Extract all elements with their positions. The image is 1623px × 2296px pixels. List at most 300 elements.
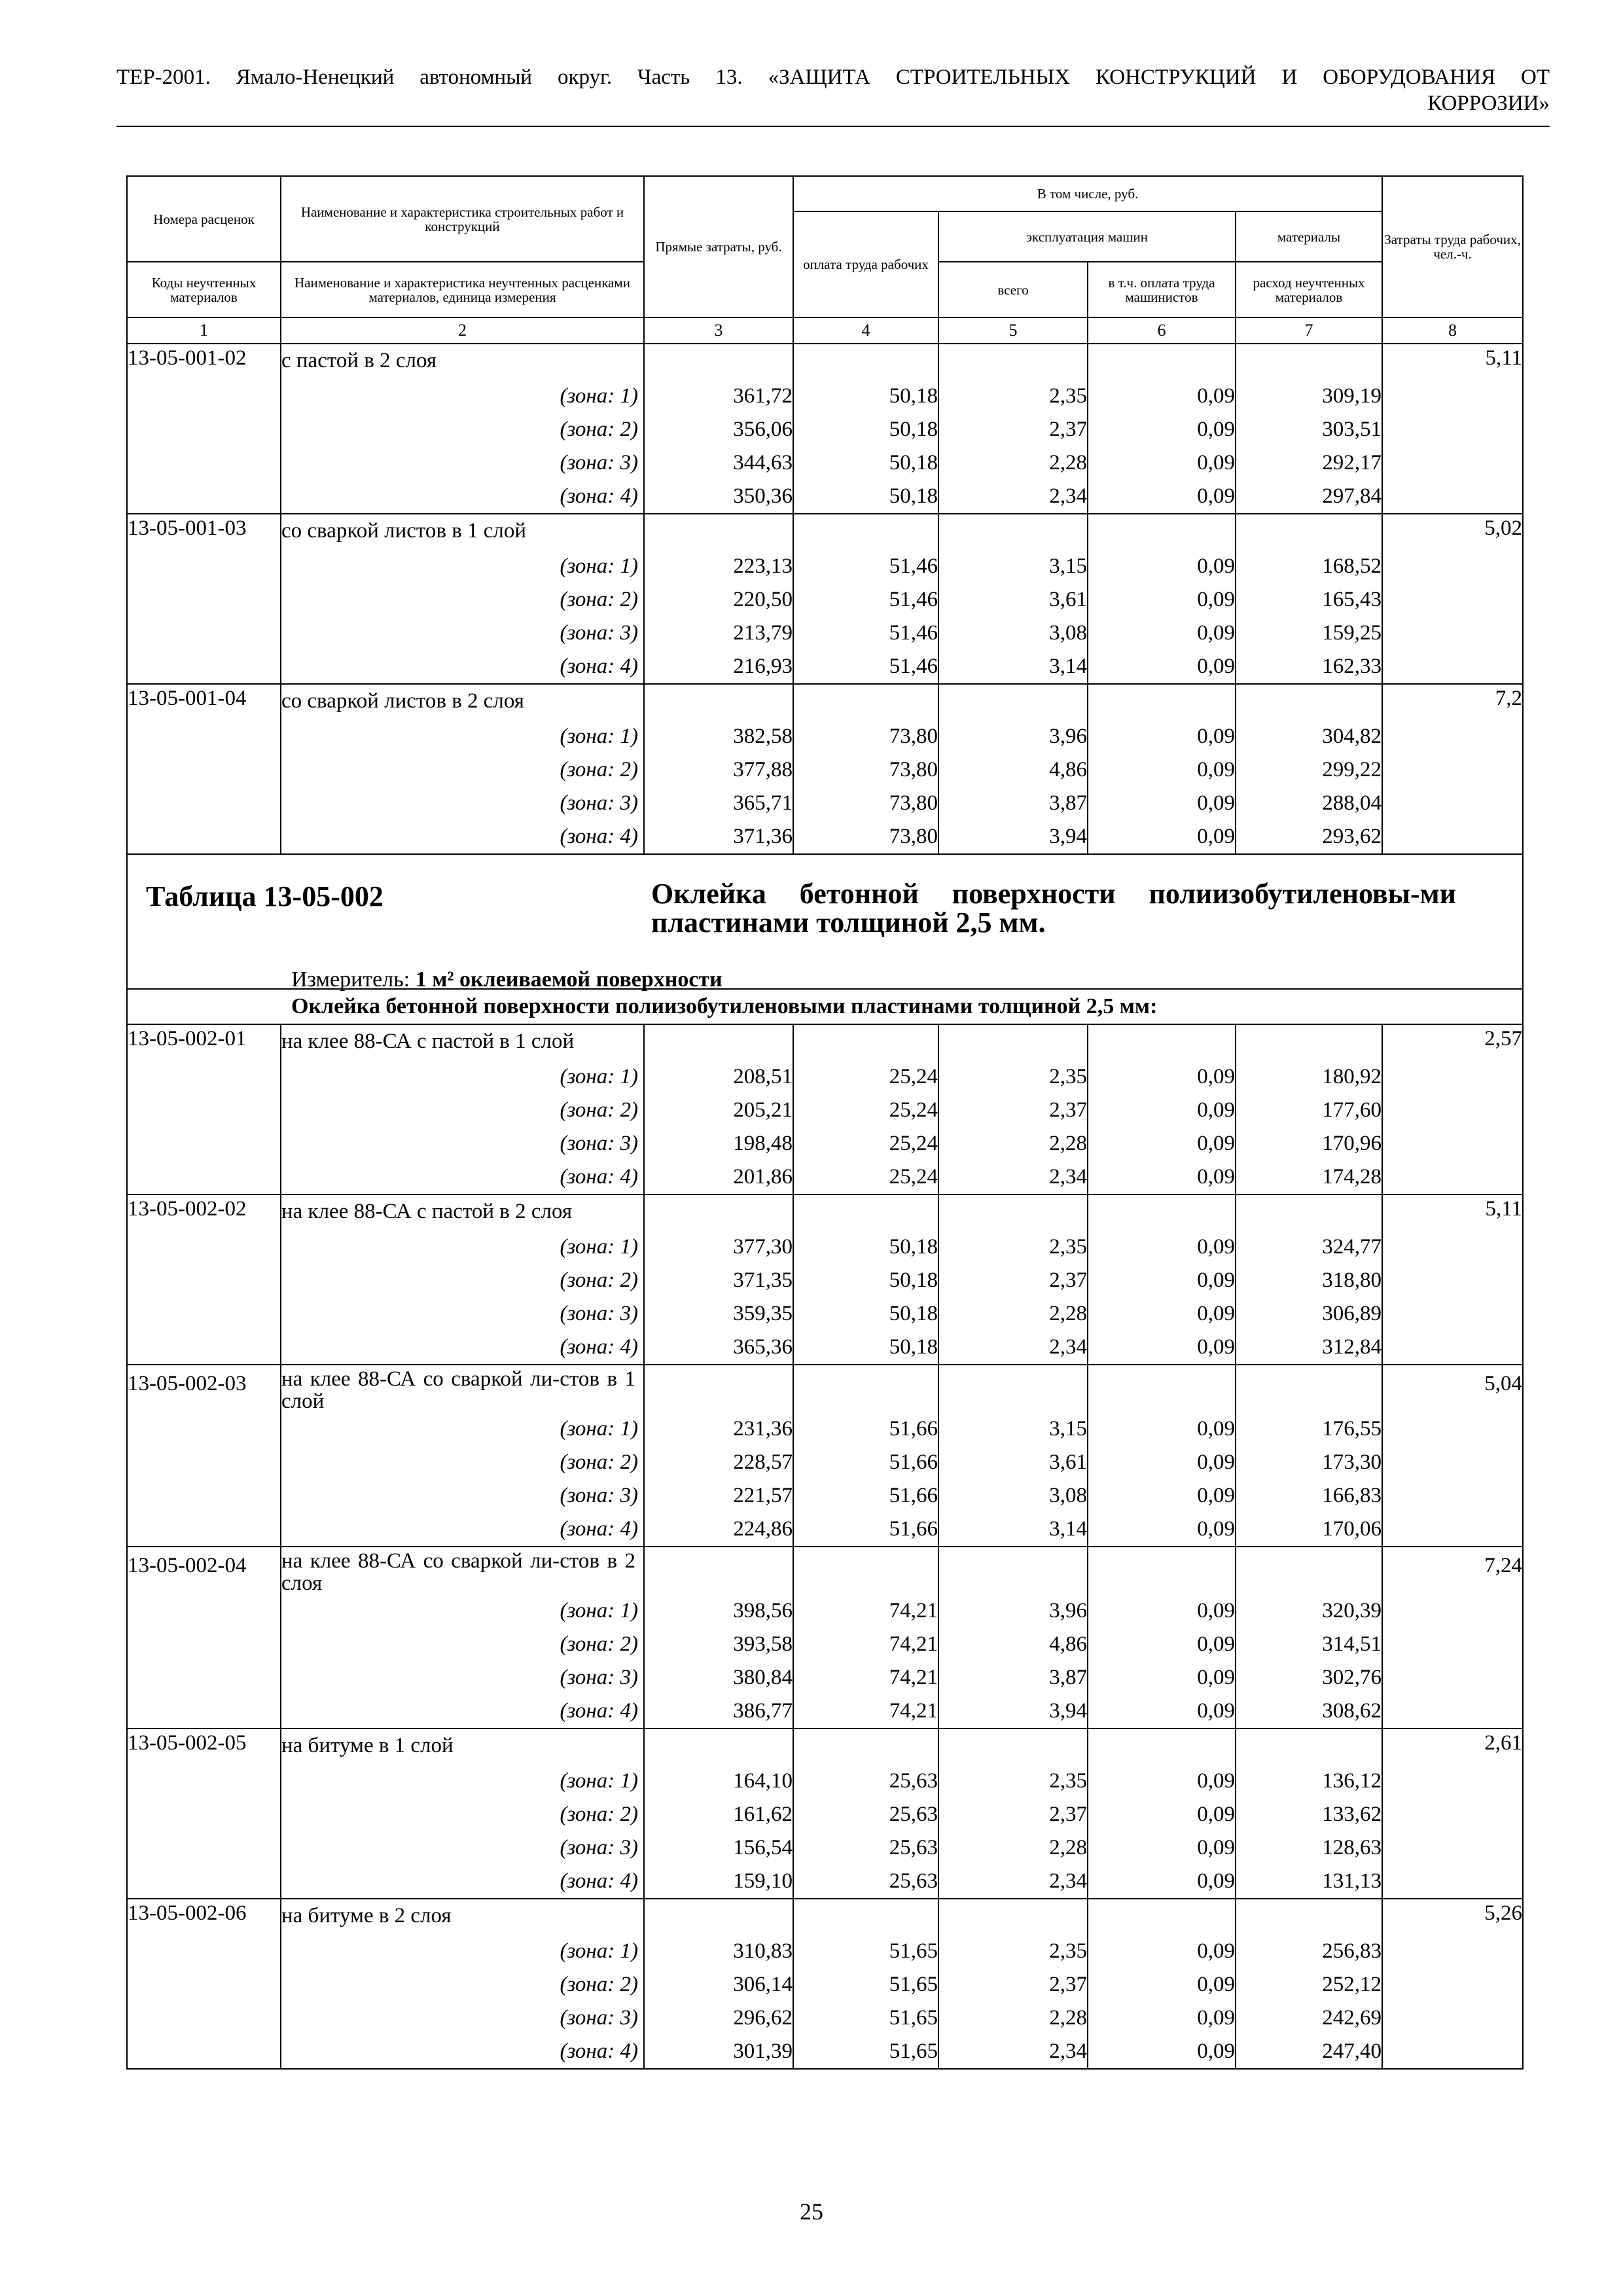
unit-prefix: Измеритель: [291, 967, 410, 992]
zone-row [127, 650, 1523, 684]
zone-label: (зона: 4) [281, 820, 644, 854]
zone-label: (зона: 4) [281, 1331, 644, 1365]
zone-row [127, 1935, 1523, 1968]
unit-value: 1 м² оклеиваемой поверхности [415, 967, 722, 992]
zone-label: (зона: 3) [281, 1297, 644, 1331]
code-empty [127, 1264, 281, 1297]
machines-total: 2,34 [938, 480, 1088, 514]
zone-label: (зона: 2) [281, 1628, 644, 1661]
table-13-05-001-body [127, 344, 1523, 854]
labor-empty [1382, 1513, 1523, 1547]
rate-code: 13-05-001-02 [127, 344, 281, 380]
machinist-wages: 0,09 [1088, 617, 1236, 650]
machines-total: 3,15 [938, 550, 1088, 583]
materials-cost: 166,83 [1236, 1479, 1382, 1513]
materials-cost: 133,62 [1236, 1798, 1382, 1831]
direct-cost: 220,50 [644, 583, 793, 617]
machinist-wages: 0,09 [1088, 787, 1236, 820]
machines-total: 3,87 [938, 787, 1088, 820]
materials-cost: 318,80 [1236, 1264, 1382, 1297]
col1-top-header: Номера расценок [127, 176, 281, 262]
worker-wages: 50,18 [793, 480, 938, 514]
machinist-wages: 0,09 [1088, 820, 1236, 854]
zone-label: (зона: 3) [281, 1831, 644, 1865]
zone-row [127, 1446, 1523, 1479]
machines-total-empty [938, 1024, 1088, 1060]
zone-label: (зона: 2) [281, 1264, 644, 1297]
worker-wages: 25,24 [793, 1094, 938, 1127]
worker-wages: 25,63 [793, 1865, 938, 1899]
zone-row [127, 1264, 1523, 1297]
machinist-wages: 0,09 [1088, 1479, 1236, 1513]
direct-cost-empty [644, 1194, 793, 1230]
zone-label: (зона: 4) [281, 1865, 644, 1899]
code-empty [127, 2035, 281, 2069]
code-empty [127, 820, 281, 854]
running-header [116, 64, 1550, 117]
rate-code: 13-05-001-03 [127, 514, 281, 550]
machines-total: 2,35 [938, 1060, 1088, 1094]
labor-empty [1382, 446, 1523, 480]
materials-cost: 242,69 [1236, 2001, 1382, 2035]
labor-empty [1382, 1628, 1523, 1661]
worker-wages: 74,21 [793, 1695, 938, 1729]
direct-cost: 361,72 [644, 380, 793, 413]
materials-cost: 170,96 [1236, 1127, 1382, 1160]
code-empty [127, 1412, 281, 1446]
rate-title: с пастой в 2 слоя [281, 344, 644, 380]
rate-title-row [127, 1729, 1523, 1765]
machines-total: 2,35 [938, 1230, 1088, 1264]
labor-empty [1382, 1765, 1523, 1798]
zone-row [127, 1479, 1523, 1513]
labor-empty [1382, 1297, 1523, 1331]
direct-cost: 205,21 [644, 1094, 793, 1127]
col8-header: Затраты труда рабочих, чел.-ч. [1382, 176, 1523, 317]
machinist-wages: 0,09 [1088, 1935, 1236, 1968]
zone-label: (зона: 4) [281, 650, 644, 684]
wages-empty [793, 1547, 938, 1594]
worker-wages: 51,46 [793, 583, 938, 617]
labor-empty [1382, 650, 1523, 684]
col-number: 6 [1088, 317, 1236, 344]
rate-code: 13-05-002-01 [127, 1024, 281, 1060]
materials-empty [1236, 684, 1382, 720]
direct-cost: 365,71 [644, 787, 793, 820]
zone-label: (зона: 2) [281, 753, 644, 787]
col2-bottom-header: Наименование и характеристика неучтенных расценками материалов, единица измерения [281, 262, 644, 317]
worker-wages: 25,24 [793, 1060, 938, 1094]
zone-label: (зона: 3) [281, 2001, 644, 2035]
code-empty [127, 1594, 281, 1628]
code-empty [127, 1513, 281, 1547]
materials-cost: 306,89 [1236, 1297, 1382, 1331]
machinist-wages: 0,09 [1088, 2035, 1236, 2069]
labor-empty [1382, 380, 1523, 413]
worker-wages: 50,18 [793, 413, 938, 446]
machinist-wages: 0,09 [1088, 1513, 1236, 1547]
worker-wages: 50,18 [793, 380, 938, 413]
labor-empty [1382, 1479, 1523, 1513]
direct-cost: 365,36 [644, 1331, 793, 1365]
wages-empty [793, 514, 938, 550]
labor-empty [1382, 413, 1523, 446]
direct-cost: 393,58 [644, 1628, 793, 1661]
labor-empty [1382, 1160, 1523, 1194]
labor-empty [1382, 1594, 1523, 1628]
machines-wages-empty [1088, 344, 1236, 380]
zone-row [127, 617, 1523, 650]
col-number: 5 [938, 317, 1088, 344]
zone-row [127, 380, 1523, 413]
rate-code: 13-05-001-04 [127, 684, 281, 720]
zone-label: (зона: 1) [281, 1594, 644, 1628]
direct-cost: 159,10 [644, 1865, 793, 1899]
zone-row [127, 820, 1523, 854]
machinist-wages: 0,09 [1088, 1798, 1236, 1831]
rate-title: на клее 88-СА со сваркой ли-стов в 1 слой [281, 1365, 644, 1412]
machinist-wages: 0,09 [1088, 583, 1236, 617]
machines-total: 2,28 [938, 1297, 1088, 1331]
materials-empty [1236, 1899, 1382, 1935]
worker-wages: 51,65 [793, 2035, 938, 2069]
direct-cost: 156,54 [644, 1831, 793, 1865]
labor-empty [1382, 1331, 1523, 1365]
code-empty [127, 1446, 281, 1479]
materials-cost: 288,04 [1236, 787, 1382, 820]
machines-total: 2,35 [938, 1935, 1088, 1968]
direct-cost: 359,35 [644, 1297, 793, 1331]
materials-cost: 174,28 [1236, 1160, 1382, 1194]
direct-cost: 301,39 [644, 2035, 793, 2069]
machines-total-empty [938, 1194, 1088, 1230]
machines-total: 3,15 [938, 1412, 1088, 1446]
code-empty [127, 1094, 281, 1127]
col-number: 7 [1236, 317, 1382, 344]
zone-row [127, 1297, 1523, 1331]
rate-title-row [127, 1024, 1523, 1060]
worker-wages: 51,66 [793, 1412, 938, 1446]
machinist-wages: 0,09 [1088, 1264, 1236, 1297]
direct-cost: 198,48 [644, 1127, 793, 1160]
code-empty [127, 480, 281, 514]
machines-total-empty [938, 514, 1088, 550]
machines-total: 2,28 [938, 446, 1088, 480]
materials-cost: 308,62 [1236, 1695, 1382, 1729]
labor-empty [1382, 1661, 1523, 1695]
rate-title: на клее 88-СА со сваркой ли-стов в 2 слоя [281, 1547, 644, 1594]
code-empty [127, 413, 281, 446]
labor-empty [1382, 2035, 1523, 2069]
machines-total: 3,14 [938, 1513, 1088, 1547]
labor-empty [1382, 1865, 1523, 1899]
code-empty [127, 1628, 281, 1661]
wages-empty [793, 684, 938, 720]
machines-total: 2,34 [938, 1865, 1088, 1899]
machines-total-empty [938, 1547, 1088, 1594]
labor-empty [1382, 1695, 1523, 1729]
zone-row [127, 1798, 1523, 1831]
materials-empty [1236, 1194, 1382, 1230]
labor-cost: 5,02 [1382, 514, 1523, 550]
machinist-wages: 0,09 [1088, 1412, 1236, 1446]
zone-label: (зона: 2) [281, 413, 644, 446]
machines-total: 3,08 [938, 1479, 1088, 1513]
direct-cost: 221,57 [644, 1479, 793, 1513]
direct-cost-empty [644, 1547, 793, 1594]
rate-code: 13-05-002-03 [127, 1365, 281, 1412]
worker-wages: 51,66 [793, 1479, 938, 1513]
worker-wages: 51,46 [793, 650, 938, 684]
materials-cost: 176,55 [1236, 1412, 1382, 1446]
rate-title: со сваркой листов в 1 слой [281, 514, 644, 550]
labor-cost: 7,2 [1382, 684, 1523, 720]
machinist-wages: 0,09 [1088, 1594, 1236, 1628]
machines-total-empty [938, 1729, 1088, 1765]
col-number: 2 [281, 317, 644, 344]
table-unit [291, 967, 722, 992]
machinist-wages: 0,09 [1088, 1968, 1236, 2001]
labor-empty [1382, 1968, 1523, 2001]
machinist-wages: 0,09 [1088, 1094, 1236, 1127]
direct-cost: 377,30 [644, 1230, 793, 1264]
col1-bottom-header: Коды неучтенных материалов [127, 262, 281, 317]
worker-wages: 51,66 [793, 1446, 938, 1479]
materials-cost: 128,63 [1236, 1831, 1382, 1865]
zone-row [127, 1412, 1523, 1446]
machines-total: 3,08 [938, 617, 1088, 650]
rate-title: на клее 88-СА с пастой в 2 слоя [281, 1194, 644, 1230]
code-empty [127, 446, 281, 480]
machinist-wages: 0,09 [1088, 1865, 1236, 1899]
direct-cost-empty [644, 1899, 793, 1935]
labor-empty [1382, 720, 1523, 753]
machines-wages-empty [1088, 1899, 1236, 1935]
materials-cost: 309,19 [1236, 380, 1382, 413]
code-empty [127, 1968, 281, 2001]
code-empty [127, 1865, 281, 1899]
zone-label: (зона: 1) [281, 1935, 644, 1968]
labor-cost: 5,26 [1382, 1899, 1523, 1935]
materials-cost: 292,17 [1236, 446, 1382, 480]
machines-total: 2,28 [938, 2001, 1088, 2035]
col-number: 3 [644, 317, 793, 344]
zone-row [127, 1594, 1523, 1628]
rate-title-row [127, 514, 1523, 550]
zone-row [127, 1765, 1523, 1798]
machinist-wages: 0,09 [1088, 1446, 1236, 1479]
col-number: 8 [1382, 317, 1523, 344]
worker-wages: 50,18 [793, 1264, 938, 1297]
zone-row [127, 1831, 1523, 1865]
rate-title: со сваркой листов в 2 слоя [281, 684, 644, 720]
direct-cost: 386,77 [644, 1695, 793, 1729]
worker-wages: 74,21 [793, 1628, 938, 1661]
code-empty [127, 1831, 281, 1865]
zone-row [127, 1628, 1523, 1661]
machines-header: эксплуатация машин [938, 211, 1236, 262]
col7-header: расход неучтенных материалов [1236, 262, 1382, 317]
machines-total: 2,37 [938, 1968, 1088, 2001]
rate-title: на битуме в 2 слоя [281, 1899, 644, 1935]
zone-row [127, 1331, 1523, 1365]
zone-row [127, 2001, 1523, 2035]
labor-empty [1382, 1412, 1523, 1446]
code-empty [127, 1765, 281, 1798]
materials-header: материалы [1236, 211, 1382, 262]
machines-total: 2,34 [938, 1331, 1088, 1365]
materials-cost: 312,84 [1236, 1331, 1382, 1365]
zone-row [127, 583, 1523, 617]
zone-row [127, 1695, 1523, 1729]
direct-cost: 231,36 [644, 1412, 793, 1446]
rate-title-row [127, 1194, 1523, 1230]
machinist-wages: 0,09 [1088, 650, 1236, 684]
machines-wages-empty [1088, 1547, 1236, 1594]
machines-total: 3,61 [938, 583, 1088, 617]
worker-wages: 74,21 [793, 1661, 938, 1695]
machines-total: 3,87 [938, 1661, 1088, 1695]
worker-wages: 51,65 [793, 2001, 938, 2035]
code-empty [127, 1230, 281, 1264]
machinist-wages: 0,09 [1088, 1160, 1236, 1194]
table-title: Оклейка бетонной поверхности полиизобутиленовы-ми пластинами толщиной 2,5 мм. [651, 878, 1456, 939]
worker-wages: 50,18 [793, 1297, 938, 1331]
direct-cost: 213,79 [644, 617, 793, 650]
zone-label: (зона: 3) [281, 1661, 644, 1695]
table-13-05-002-body [127, 1024, 1523, 2069]
zone-row [127, 787, 1523, 820]
materials-empty [1236, 1547, 1382, 1594]
labor-cost: 7,24 [1382, 1547, 1523, 1594]
zone-label: (зона: 1) [281, 380, 644, 413]
direct-cost: 344,63 [644, 446, 793, 480]
zone-label: (зона: 3) [281, 446, 644, 480]
col5-header: всего [938, 262, 1088, 317]
rate-title-row [127, 344, 1523, 380]
labor-empty [1382, 787, 1523, 820]
zone-row [127, 1661, 1523, 1695]
machines-total: 2,35 [938, 1765, 1088, 1798]
direct-cost: 201,86 [644, 1160, 793, 1194]
worker-wages: 50,18 [793, 1331, 938, 1365]
machines-total: 2,28 [938, 1127, 1088, 1160]
materials-cost: 303,51 [1236, 413, 1382, 446]
machinist-wages: 0,09 [1088, 1695, 1236, 1729]
machines-total: 4,86 [938, 1628, 1088, 1661]
zone-row [127, 1968, 1523, 2001]
machinist-wages: 0,09 [1088, 1661, 1236, 1695]
materials-empty [1236, 1729, 1382, 1765]
machinist-wages: 0,09 [1088, 1060, 1236, 1094]
materials-cost: 293,62 [1236, 820, 1382, 854]
worker-wages: 73,80 [793, 787, 938, 820]
direct-cost: 350,36 [644, 480, 793, 514]
zone-label: (зона: 1) [281, 720, 644, 753]
machines-total: 2,28 [938, 1831, 1088, 1865]
zone-row [127, 550, 1523, 583]
code-empty [127, 583, 281, 617]
direct-cost: 164,10 [644, 1765, 793, 1798]
zone-row [127, 753, 1523, 787]
labor-cost: 5,11 [1382, 344, 1523, 380]
code-empty [127, 1479, 281, 1513]
machinist-wages: 0,09 [1088, 480, 1236, 514]
machinist-wages: 0,09 [1088, 1127, 1236, 1160]
zone-row [127, 1094, 1523, 1127]
machines-wages-empty [1088, 1365, 1236, 1412]
code-empty [127, 650, 281, 684]
direct-cost: 216,93 [644, 650, 793, 684]
worker-wages: 50,18 [793, 1230, 938, 1264]
machines-total: 3,96 [938, 1594, 1088, 1628]
machines-total: 2,37 [938, 413, 1088, 446]
code-empty [127, 380, 281, 413]
machinist-wages: 0,09 [1088, 720, 1236, 753]
machines-total: 2,37 [938, 1264, 1088, 1297]
materials-cost: 177,60 [1236, 1094, 1382, 1127]
machines-total: 2,34 [938, 1160, 1088, 1194]
code-empty [127, 550, 281, 583]
table-head [127, 176, 1523, 344]
running-header-line2: КОРРОЗИИ» [1427, 92, 1550, 115]
direct-cost: 371,36 [644, 820, 793, 854]
labor-empty [1382, 1446, 1523, 1479]
zone-label: (зона: 3) [281, 787, 644, 820]
code-empty [127, 720, 281, 753]
direct-cost: 224,86 [644, 1513, 793, 1547]
code-empty [127, 1935, 281, 1968]
materials-cost: 324,77 [1236, 1230, 1382, 1264]
zone-label: (зона: 2) [281, 1094, 644, 1127]
col2-top-header: Наименование и характеристика строительных работ и конструкций [281, 176, 644, 262]
table-label: Таблица 13-05-002 [146, 880, 383, 912]
worker-wages: 51,46 [793, 617, 938, 650]
wages-empty [793, 1729, 938, 1765]
direct-cost: 371,35 [644, 1264, 793, 1297]
zone-label: (зона: 1) [281, 1412, 644, 1446]
worker-wages: 25,63 [793, 1831, 938, 1865]
labor-empty [1382, 1935, 1523, 1968]
rate-code: 13-05-002-06 [127, 1899, 281, 1935]
code-empty [127, 2001, 281, 2035]
code-empty [127, 753, 281, 787]
machinist-wages: 0,09 [1088, 1331, 1236, 1365]
worker-wages: 25,24 [793, 1127, 938, 1160]
code-empty [127, 1160, 281, 1194]
labor-empty [1382, 1230, 1523, 1264]
materials-cost: 252,12 [1236, 1968, 1382, 2001]
machinist-wages: 0,09 [1088, 413, 1236, 446]
materials-cost: 314,51 [1236, 1628, 1382, 1661]
materials-empty [1236, 514, 1382, 550]
zone-label: (зона: 1) [281, 1765, 644, 1798]
wages-empty [793, 1024, 938, 1060]
direct-cost: 356,06 [644, 413, 793, 446]
materials-cost: 159,25 [1236, 617, 1382, 650]
direct-cost: 208,51 [644, 1060, 793, 1094]
zone-label: (зона: 3) [281, 617, 644, 650]
labor-empty [1382, 1127, 1523, 1160]
zone-label: (зона: 2) [281, 1968, 644, 2001]
materials-empty [1236, 344, 1382, 380]
labor-empty [1382, 583, 1523, 617]
machinist-wages: 0,09 [1088, 1297, 1236, 1331]
machines-total: 3,94 [938, 820, 1088, 854]
machinist-wages: 0,09 [1088, 446, 1236, 480]
zone-row [127, 480, 1523, 514]
direct-cost-empty [644, 1365, 793, 1412]
